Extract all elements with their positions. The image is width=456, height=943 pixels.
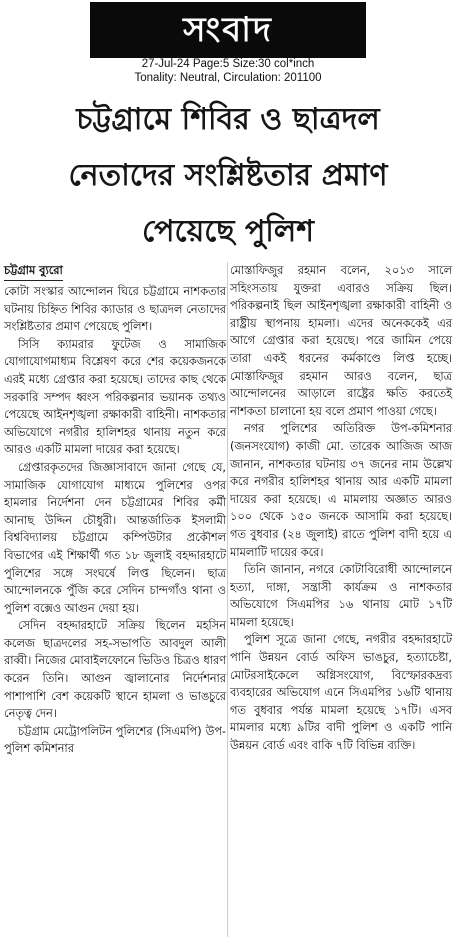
article-column-right [230,262,452,755]
article-paragraph: তিনি জানান, নগরে কোটাবিরোধী আন্দোলনে হত্যা, দাঙ্গা, সন্ত্রাসী কার্যক্রম ও নাশকতার অভিযোগে সিএমপির ১৬ থানায় মোট ১৭টি মামলা হয়েছে। [230,563,452,629]
article-paragraph: চট্টগ্রাম মেট্রোপলিটন পুলিশের (সিএমপি) উপ-পুলিশ কমিশনার [4,724,226,756]
article-paragraph: নগর পুলিশের অতিরিক্ত উপ-কমিশনার (জনসংযোগ) কাজী মো. তারেক আজিজ আজ জানান, নাশকতার ঘটনায় ৩৭ জনের নাম উল্লেখ করে নগরীর হালিশহর থানায় আর একটি মামলা দায়ের করা হয়েছে। এ মামলায় অজ্ঞাত আরও ১০০ থেকে ১৫০ জনকে আসামি করা হয়েছে। গত বুধবার (২৪ জুলাই) রাতে পুলিশ বাদী হয়ে এ মামলাটি দায়ের করে। [230,422,452,559]
column-divider [227,262,228,937]
article-paragraph: মোস্তাফিজুর রহমান বলেন, ২০১৩ সালে সহিংসতায় যুক্তরা এবারও সক্রিয় ছিল। পরিকল্পনাই ছিল আইনশৃঙ্খলা রক্ষাকারী বাহিনী ও রাষ্ট্রীয় স্থাপনায় হামলা। এদের অনেককেই এর আগে গ্রেপ্তার করা হয়েছে। পরে জামিন পেয়ে তারা একই ধরনের কর্মকাণ্ডে লিপ্ত হচ্ছে। মোস্তাফিজুর রহমান আরও বলেন, ছাত্র আন্দোলনের আড়ালে রাষ্ট্রের ক্ষতি করতেই নাশকতা চালানো হয় বলে প্রমাণ পাওয়া গেছে। [230,264,452,418]
clip-meta-line-2: Tonality: Neutral, Circulation: 201100 [134,72,322,84]
article-paragraph: কোটা সংস্কার আন্দোলন ঘিরে চট্টগ্রামে নাশকতার ঘটনায় চিহ্নিত শিবির ক্যাডার ও ছাত্রদল নেতাদের সংশ্লিষ্টতার প্রমাণ পেয়েছে পুলিশ। [4,285,226,334]
headline-line-3: পেয়েছে পুলিশ [142,214,314,249]
article-column-left [4,262,226,758]
article-paragraph: গ্রেপ্তারকৃতদের জিজ্ঞাসাবাদে জানা গেছে যে, সামাজিক যোগাযোগ মাধ্যমে পুলিশের ওপর হামলার নির্দেশনা দেন চট্টগ্রামের শিবির কর্মী আনাছ উদ্দিন চৌধুরী। আন্তর্জাতিক ইসলামী বিশ্ববিদ্যালয় চট্টগ্রামে কম্পিউটার প্রকৌশল বিভাগের এই শিক্ষার্থী গত ১৮ জুলাই বহদ্দারহাটে পুলিশের সঙ্গে সংঘর্ষে লিপ্ত ছিলেন। ছাত্র আন্দোলনকে পুঁজি করে সেদিন চান্দগাঁও থানা ও পুলিশ বক্সেও আগুন দেয়া হয়। [4,460,226,615]
clip-meta-line-1: 27-Jul-24 Page:5 Size:30 col*inch [141,58,315,70]
newspaper-logo [90,2,366,58]
headline-line-1: চট্টগ্রামে শিবির ও ছাত্রদল [76,102,380,137]
headline-line-2: নেতাদের সংশ্লিষ্টতার প্রমাণ [68,158,388,193]
byline: চট্টগ্রাম ব্যুরো [4,262,63,281]
newspaper-logo-text: সংবাদ [183,10,273,50]
article-headline [4,92,452,260]
article-paragraph: সিসি ক্যামরার ফুটেজ ও সামাজিক যোগাযোগমাধ্যম বিশ্লেষণ করে শের কয়েকজনকে এরই মধ্যে গ্রেপ্তার করা হয়েছে। তাদের কাছ থেকে সরকারি সম্পদ ধ্বংস পরিকল্পনার ভয়ানক তথ্যও পেয়েছে আইনশৃঙ্খলা রক্ষাকারী বাহিনী। নাশকতার অভিযোগে নগরীর হালিশহর থানায় নতুন করে আরও একটি মামলা দায়ের করা হয়েছে। [4,337,226,457]
article-paragraph: পুলিশ সূত্রে জানা গেছে, নগরীর বহদ্দারহাটে পানি উন্নয়ন বোর্ড অফিস ভাঙচুর, হত্যাচেষ্টা, মোটরসাইকেলে অগ্নিসংযোগ, বিস্ফোরকদ্রব্য ব্যবহারের অভিযোগ এনে সিএমপির ১৬টি থানায় গত বুধবার পর্যন্ত মামলা হয়েছে ১৭টি। এসব মামলার মধ্যে ৯টির বাদী পুলিশ ও একটি পানি উন্নয়ন বোর্ড এবং বাকি ৭টি বিভিন্ন ব্যক্তি। [230,633,452,753]
article-paragraph: সেদিন বহদ্দারহাটে সক্রিয় ছিলেন মহসিন কলেজ ছাত্রদলের সহ-সভাপতি আবদুল আলী রাব্বী। নিজের মোবাইলফোনে ভিডিও চিত্রও ধারণ করেন তিনি। আগুন জ্বালানোর নির্দেশনার পাশাপাশি বেশ কয়েকটি স্থানে হামলা ও ভাঙচুরে নেতৃত্ব দেন। [4,619,226,721]
